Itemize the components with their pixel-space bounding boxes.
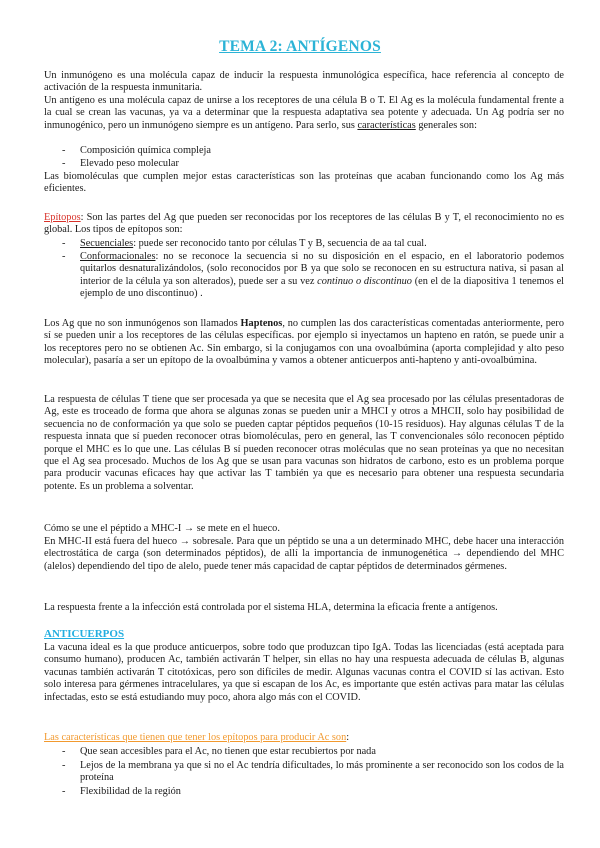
epitopos-label: Epítopos [44, 212, 81, 223]
page-title: TEMA 2: ANTÍGENOS [219, 38, 381, 55]
list-dash: - [62, 145, 66, 156]
epitopos-paragraph [44, 212, 564, 237]
intro-paragraph-2-text: Un antígeno es una molécula capaz de unirse a los receptores de una célula B o T. El Ag es la molécula fundamental frente a la cual se crean las vacunas, ya va a determinar que la respuesta adaptativa sea potente y adecuada. Un Ag podría ser no inmunogénico, pero un inmunógeno siempre es un antígeno. Para serlo, sus [44, 95, 564, 131]
intro-paragraph-1: Un inmunógeno es una molécula capaz de inducir la respuesta inmunológica específica, hace referencia al concepto de activación de la respuesta inmunitaria. [44, 70, 564, 94]
mhc-line-1: Cómo se une el péptido a MHC-I → se mete en el hueco. [44, 523, 280, 534]
conformacionales-italic: continuo o discontinuo [317, 275, 412, 287]
epitopos-conformacionales [80, 251, 564, 301]
caracteristicas-heading: Las características que tienen que tener los epítopos para producir Ac son [44, 732, 347, 743]
caracteristicas-item: Flexibilidad de la región [80, 786, 181, 797]
haptenos-paragraph [44, 318, 564, 368]
epitopos-text: : Son las partes del Ag que pueden ser reconocidas por los receptores de las células B y T, el reconocimiento no es global. Los tipos de epítopos son: [44, 212, 564, 236]
intro-paragraph-2 [44, 95, 564, 132]
list-dash: - [62, 158, 66, 169]
caracteristicas-item: Que sean accesibles para el Ac, no tienen que estar recubiertos por nada [80, 746, 376, 757]
intro-paragraph-3: Las biomoléculas que cumplen mejor estas características son las proteínas que acaban funcionando como los Ag más eficientes. [44, 171, 564, 195]
mhc-paragraph-2: En MHC-II está fuera del hueco → sobresale. Para que un péptido se una a un determinado MHC, debe hacer una interacción electrostática de carga (son determinados péptidos), de allí la importancia de inmunogenética → dependiendo del MHC (alelos) dependiendo del tipo de alelo, puede tener más capacidad de captar péptidos de determinados gérmenes. [44, 536, 564, 572]
list-dash: - [62, 238, 66, 249]
conformacionales-text: : no se reconoce la secuencia si no su disposición en el espacio, en el laboratorio podemos quitarlos desnaturalizándolos, (solo reconocidos por B ya que solo se reconocen en su estructura nativa, si pasan al interior de la célula ya son alterados), puede ser a su vez [80, 251, 564, 287]
hla-paragraph: La respuesta frente a la infección está controlada por el sistema HLA, determina la eficacia frente a antígenos. [44, 602, 498, 613]
caracteristicas-heading-line [44, 732, 564, 744]
haptenos-post: , no cumplen las dos características comentadas anteriormente, pero sí se pueden unir a los receptores de las células específicas. por ejemplo si inyectamos un hapteno en ratón, se puede unir a los receptores pero no se obtienen Ac. Sin embargo, si la conjugamos con una ovoalbúmina (aporta complejidad y alto peso molecular), pasaría a ser un epítopo de la ovoalbúmina y vamos a obtener anticuerpos anti-hapteno y anti-ovoalbúmina. [44, 318, 564, 367]
intro-paragraph-2-end: generales son: [415, 119, 477, 131]
epitopos-secuenciales [80, 238, 564, 250]
conformacionales-label: Conformacionales [80, 251, 156, 262]
list-dash: - [62, 786, 66, 797]
caracteristicas-colon: : [346, 732, 350, 743]
anticuerpos-heading: ANTICUERPOS [44, 628, 125, 640]
list-dash: - [62, 746, 66, 757]
secuenciales-text: : puede ser reconocido tanto por células T y B, secuencia de aa tal cual. [133, 238, 427, 249]
celulas-t-paragraph: La respuesta de células T tiene que ser procesada ya que se necesita que el Ag sea procesado por las células presentadoras de Ag, este es troceado de forma que ahora se algunas zonas se pueden unir a MHCI y otros a MHCII, solo hay posibilidad de secuencia no de conformación ya que solo se pueden captar péptidos pequeños (10-15 residuos). Hay algunas células T de la respuesta innata que sí pueden reconocer otras biomoléculas, pero en general, las T convencionales sólo reconocen péptido porque el MHC es lo que une. Las células B sí pueden reconocer otras moléculas que no sean proteínas ya que no necesitan que el Ag sea procesado. Muchos de los Ag que se usan para vacunas son hidratos de carbono, esto es un problema porque para producir vacunas eficaces hay que activar las T también ya que es necesario para obtener una respuesta secundaria potente. Es un problema a solventar. [44, 394, 564, 492]
secuenciales-label: Secuenciales [80, 238, 134, 249]
anticuerpos-paragraph: La vacuna ideal es la que produce anticuerpos, sobre todo que produzcan tipo IgA. Todas las licenciadas (está aceptada para consumo humano), producen Ac, también activarán T helper, sin ellas no hay una respuesta adecuada de células B, algunas vacunas también activarán T citotóxicas, pero son difíciles de medir. Algunas vacunas contra el COVID sí las activan. Esto solo interesa para gérmenes intracelulares, ya que si escapan de los Ac, es importante que estén activas para matar las células infectadas, esto se está estudiando muy poco, ahora algo más con el COVID. [44, 642, 564, 703]
caracteristicas-link: características [357, 119, 416, 131]
list-dash: - [62, 760, 66, 771]
conformacionales-end: (en el de la diapositiva 1 tenemos el ejemplo de uno discontinuo) . [80, 275, 564, 300]
list-item: Composición química compleja [80, 145, 211, 156]
haptenos-bold: Haptenos [240, 318, 283, 329]
list-dash: - [62, 251, 66, 262]
caracteristicas-item: Lejos de la membrana ya que si no el Ac tendría dificultades, lo más prominente a ser reconocido son los codos de la proteína [80, 760, 564, 784]
list-item: Elevado peso molecular [80, 158, 179, 169]
haptenos-pre: Los Ag que no son inmunógenos son llamados [44, 318, 241, 329]
